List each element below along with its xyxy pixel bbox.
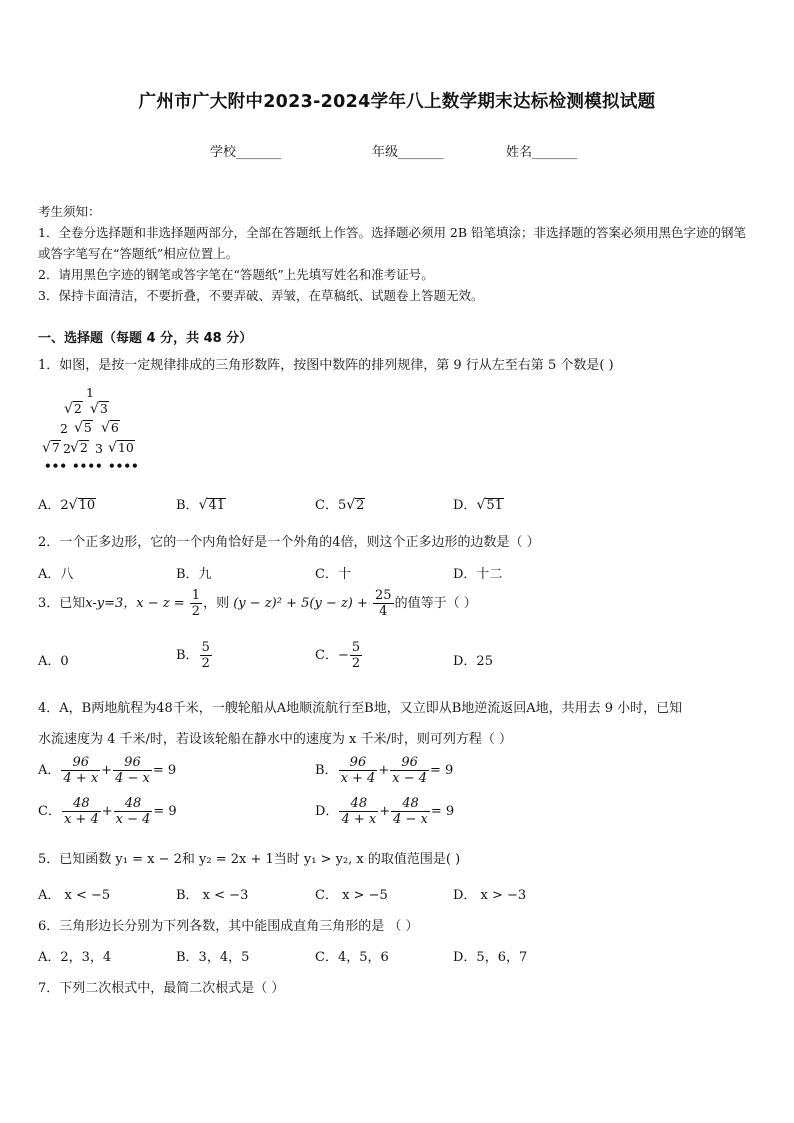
q3-option-c[interactable]: C．− $\frac{5}{2}$ (315, 640, 361, 671)
q1-option-c[interactable]: C．5√2 (315, 497, 365, 513)
q4-option-c[interactable]: C． $\frac{48}{x + 4}$ + $\frac{48}{x - 4}$ = 9 (38, 796, 177, 827)
notice-item-3: 3．保持卡面清洁，不要折叠，不要弄破、弄皱，在草稿纸、试题卷上答题无效。 (38, 288, 484, 303)
q5-option-a[interactable]: A． x < −5 (38, 888, 111, 903)
tri-dots-3: •••• (108, 459, 139, 473)
q1-option-b[interactable]: B．√41 (176, 497, 226, 513)
q5-option-c[interactable]: C． x > −5 (315, 888, 388, 903)
tri-r1: 1 (86, 385, 94, 400)
q3-stem: 3．已知x-y=3，x − z = $\frac{1}{2}$ ，则 (y − z)² + 5(y − z) + $\frac{25}{4}$ 的值等于（ ） (38, 588, 477, 619)
q1-option-d[interactable]: D．√51 (453, 497, 503, 513)
tri-r3a: 2 (60, 421, 68, 436)
notice-item-1: 1．全卷分选择题和非选择题两部分，全部在答题纸上作答。选择题必须用 2B 铅笔填涂；非选择题的答案必须用黑色字迹的钢笔或答字笔写在“答题纸”相应位置上。 (38, 225, 747, 261)
q3-option-a[interactable]: A．0 (38, 654, 69, 669)
tri-r4c: √2 (70, 440, 88, 456)
q4-option-b[interactable]: B． $\frac{96}{x + 4}$ + $\frac{96}{x - 4}$ = 9 (315, 755, 454, 786)
q5-option-d[interactable]: D． x > −3 (453, 888, 527, 903)
q6-stem: 6．三角形边长分别为下列各数，其中能围成直角三角形的是 （ ） (38, 919, 419, 934)
tri-r3c: √6 (101, 420, 119, 436)
tri-r4d: 3 (95, 441, 103, 456)
tri-r4b: 2 (63, 441, 71, 456)
q5-option-b[interactable]: B． x < −3 (176, 888, 249, 903)
q7-stem: 7．下列二次根式中，最简二次根式是（ ） (38, 981, 285, 996)
q6-option-b[interactable]: B．3，4，5 (176, 950, 250, 965)
tri-r3b: √5 (74, 420, 92, 436)
tri-r4e: √10 (108, 440, 134, 456)
tri-r2b: √3 (90, 401, 108, 417)
school-field: 学校_______ (210, 145, 282, 160)
q3-option-d[interactable]: D．25 (453, 654, 493, 669)
tri-r4a: √7 (42, 440, 60, 456)
tri-dots-1: ••• (44, 459, 68, 473)
grade-field: 年级_______ (372, 145, 444, 160)
q1-stem: 1．如图，是按一定规律排成的三角形数阵，按图中数阵的排列规律，第 9 行从左至右第 5 个数是( ) (38, 358, 614, 373)
page-title: 广州市广大附中2023-2024学年八上数学期末达标检测模拟试题 (138, 92, 656, 112)
q6-option-d[interactable]: D．5，6，7 (453, 950, 528, 965)
q3-frac-half: $\frac{1}{2}$ (191, 588, 201, 619)
notice-item-2: 2．请用黑色字迹的钢笔或答字笔在“答题纸”上先填写姓名和准考证号。 (38, 267, 434, 282)
q2-option-c[interactable]: C．十 (315, 567, 351, 582)
q4-line1: 4．A，B两地航程为48千米，一艘轮船从A地顺流航行至B地，又立即从B地逆流返回A地，共用去 9 小时，已知 (38, 701, 683, 716)
q3-option-b[interactable]: B． $\frac{5}{2}$ (176, 640, 210, 671)
q3-frac-25-4: $\frac{25}{4}$ (375, 588, 392, 619)
q1-option-a[interactable]: A．2√10 (38, 497, 96, 513)
q2-stem: 2．一个正多边形，它的一个内角恰好是一个外角的4倍，则这个正多边形的边数是（ ） (38, 535, 540, 550)
q2-option-d[interactable]: D．十二 (453, 567, 503, 582)
section-heading: 一、选择题（每题 4 分，共 48 分） (38, 331, 253, 346)
q2-option-b[interactable]: B．九 (176, 567, 212, 582)
name-field: 姓名_______ (506, 145, 578, 160)
q6-option-c[interactable]: C．4，5，6 (315, 950, 389, 965)
q4-option-d[interactable]: D． $\frac{48}{4 + x}$ + $\frac{48}{4 - x}$ = 9 (315, 796, 455, 827)
q4-option-a[interactable]: A． $\frac{96}{4 + x}$ + $\frac{96}{4 - x}$ = 9 (38, 755, 177, 786)
q5-stem: 5．已知函数 y₁ = x − 2和 y₂ = 2x + 1当时 y₁ > y₂, x 的取值范围是( ) (38, 852, 461, 867)
q6-option-a[interactable]: A．2，3，4 (38, 950, 112, 965)
tri-r2a: √2 (64, 401, 82, 417)
q2-option-a[interactable]: A．八 (38, 567, 74, 582)
tri-dots-2: •••• (72, 459, 103, 473)
notice-heading: 考生须知： (38, 204, 101, 219)
q4-line2: 水流速度为 4 千米/时，若设该轮船在静水中的速度为 x 千米/时，则可列方程（ ） (38, 732, 513, 747)
